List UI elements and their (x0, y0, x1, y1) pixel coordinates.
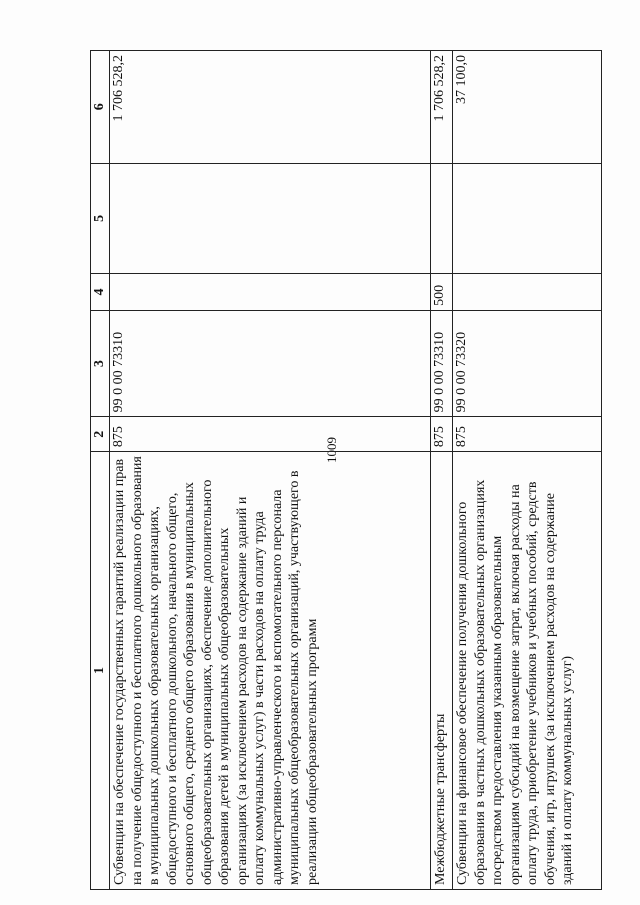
page-number: 1009 (324, 437, 339, 463)
header-row (91, 51, 110, 890)
row-vr (453, 274, 602, 311)
row-amount: 1 706 528,2 (110, 51, 431, 164)
header-col-4: 4 (91, 274, 110, 311)
row-name: Межбюджетные трансферты (431, 452, 453, 890)
row-name: Субвенции на финансовое обеспечение получения дошкольного образования в частных дошкольных образовательных организациях посредством предоставления указанным образовательным организациям субсидий на возмещение затрат, включая расходы на оплату труда, приобретение учебников и учебных пособий, средств обучения, игр, игрушек (за исключением расходов на содержание зданий и оплату коммунальных услуг) (453, 452, 602, 890)
row-name: Субвенции на обеспечение государственных гарантий реализации прав на получение общедоступного и бесплатного дошкольного образования в муниципальных дошкольных образовательных организациях, общедоступного и бесплатного дошкольного, начального общего, основного общего, среднего общего образования в муниципальных общеобразовательных организациях, обеспечение дополнительного образования детей в муниципальных общеобразовательных организациях (за исключением расходов на содержание зданий и оплату коммунальных услуг) в части расходов на оплату труда административно-управленческого и вспомогательного персонала муниципальных общеобразовательных организаций, участвующего в реализации общеобразовательных программ (110, 452, 431, 890)
row-amount: 1 706 528,2 (431, 51, 453, 164)
table-row (431, 51, 453, 890)
row-col5 (431, 163, 453, 274)
table-row (110, 51, 431, 890)
row-csr: 99 0 00 73310 (431, 310, 453, 416)
header-col-6: 6 (91, 51, 110, 164)
header-col-2: 2 (91, 417, 110, 452)
row-col5 (110, 163, 431, 274)
row-grbs: 875 (431, 417, 453, 452)
table-row (453, 51, 602, 890)
rotated-table-container (90, 50, 595, 890)
row-vr: 500 (431, 274, 453, 311)
row-csr: 99 0 00 73310 (110, 310, 431, 416)
row-vr (110, 274, 431, 311)
row-amount: 37 100,0 (453, 51, 602, 164)
row-csr: 99 0 00 73320 (453, 310, 602, 416)
header-col-5: 5 (91, 163, 110, 274)
header-col-3: 3 (91, 310, 110, 416)
header-col-1: 1 (91, 452, 110, 890)
budget-table (90, 50, 602, 890)
row-grbs: 875 (453, 417, 602, 452)
row-col5 (453, 163, 602, 274)
row-grbs: 875 (110, 417, 431, 452)
